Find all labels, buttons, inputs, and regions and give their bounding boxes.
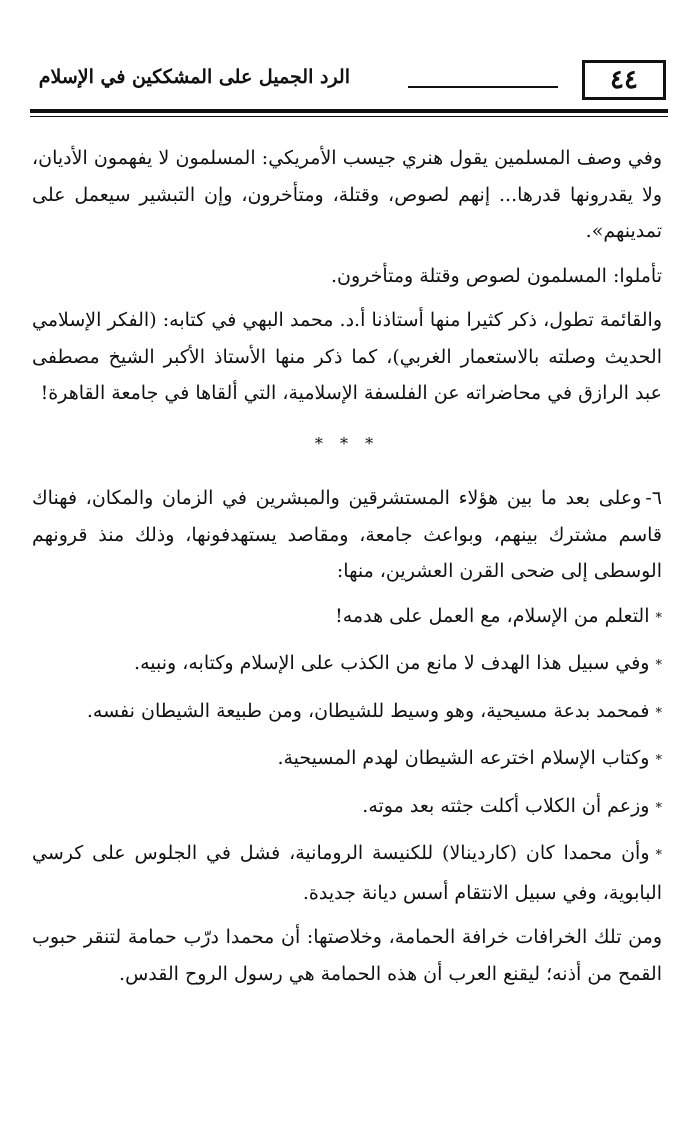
bullet-item (32, 645, 662, 685)
bullet-item (32, 740, 662, 780)
body-text (32, 140, 662, 1000)
bullet-text: وأن محمدا كان (كاردينالا) للكنيسة الرومانية، فشل في الجلوس على كرسي البابوية، وفي سبيل الانتقام أسس ديانة جديدة. (32, 842, 662, 904)
bullet-item (32, 788, 662, 828)
paragraph-reflect: تأملوا: المسلمون لصوص وقتلة ومتأخرون. (330, 264, 662, 287)
bullet-star-icon: * (655, 705, 662, 721)
bullet-text: فمحمد بدعة مسيحية، وهو وسيط للشيطان، ومن طبيعة الشيطان نفسه. (86, 699, 650, 722)
header-rule-thick (30, 109, 668, 113)
bullet-text: وزعم أن الكلاب أكلت جثته بعد موته. (362, 794, 650, 817)
numbered-item-6 (32, 480, 662, 590)
bullet-text: التعلم من الإسلام، مع العمل على هدمه! (335, 604, 650, 627)
bullet-item (32, 835, 662, 911)
bullet-text: وفي سبيل هذا الهدف لا مانع من الكذب على الإسلام وكتابه، ونبيه. (134, 652, 650, 674)
page-number-box (582, 60, 666, 100)
bullet-star-icon: * (655, 753, 662, 768)
header-rule-thin (30, 116, 668, 117)
section-separator-stars: * * * (314, 433, 380, 453)
page-header (30, 60, 668, 106)
header-dash-line (408, 86, 558, 88)
bullet-text: وكتاب الإسلام اخترعه الشيطان لهدم المسيحية. (277, 747, 650, 769)
bullet-star-icon: * (655, 658, 662, 673)
paragraph-list-long: والقائمة تطول، ذكر كثيرا منها أستاذنا أ.د. محمد البهي في كتابه: (الفكر الإسلامي الحديث وصلته بالاستعمار الغربي)، كما ذكر منها الأستاذ الأكبر الشيخ مصطفى عبد الرازق في محاضراته عن الفلسفة الإسلامية، التي ألقاها في جامعة القاهرة! (32, 309, 662, 404)
paragraph-jessup-quote: وفي وصف المسلمين يقول هنري جيسب الأمريكي: المسلمون لا يفهمون الأديان، ولا يقدرونها قدرها... إنهم لصوص، وقتلة، ومتأخرون، وإن التبشير سيعمل على تمدينهم». (32, 147, 662, 242)
bullet-star-icon: * (655, 610, 662, 626)
bullet-item (32, 598, 662, 638)
bullet-star-icon: * (655, 848, 662, 863)
running-title: الرد الجميل على المشككين في الإسلام (38, 66, 350, 88)
item-number: ٦- (645, 487, 662, 509)
paragraph-dove-legend: ومن تلك الخرافات خرافة الحمامة، وخلاصتها: أن محمدا درّب حمامة لتنقر حبوب القمح من أذنه؛ ليقنع العرب أن هذه الحمامة هي رسول الروح القدس. (32, 926, 662, 985)
bullet-star-icon: * (655, 800, 662, 816)
page-number: ٤٤ (610, 65, 638, 95)
bullet-item (32, 693, 662, 733)
item-6-text: وعلى بعد ما بين هؤلاء المستشرقين والمبشرين في الزمان والمكان، فهناك قاسم مشترك بينهم، وبواعث جامعة، ومقاصد يستهدفونها، وذلك منذ قرونهم الوسطى إلى ضحى القرن العشرين، منها: (32, 487, 662, 582)
